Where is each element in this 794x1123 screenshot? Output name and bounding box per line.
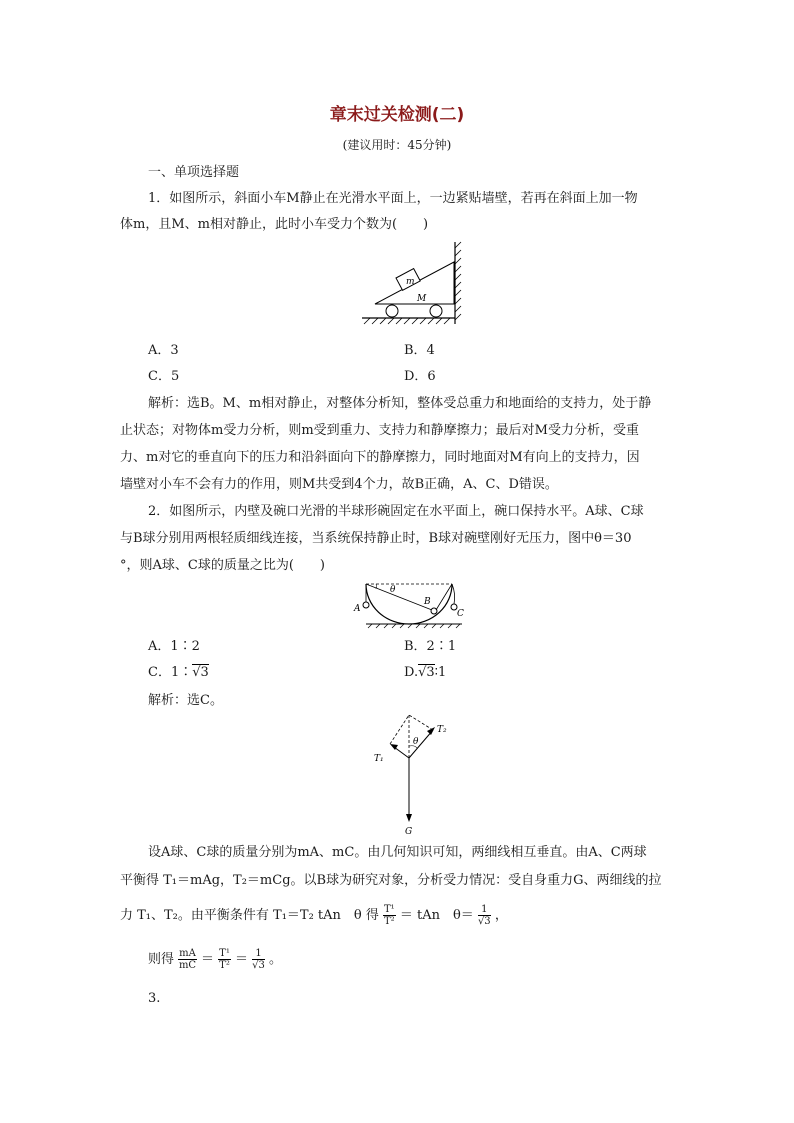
fraction-t1-t2-result: $\frac{\text{T¹}}{\text{T²}}$	[219, 948, 230, 971]
q1-line-2: 体m，且M、m相对静止，此时小车受力个数为( )	[120, 217, 429, 232]
q2-force-diagram	[370, 712, 460, 836]
page-title: 章末过关检测(二)	[329, 105, 465, 125]
q2-fig-label-a: A	[354, 604, 361, 614]
q1-analysis-line-4: 墙壁对小车不会有力的作用，则M共受到4个力，故B正确，A、C、D错误。	[120, 477, 558, 492]
q2-option-c: C．1∶√3	[148, 665, 209, 680]
q2-fig-label-b: B	[424, 597, 431, 607]
q2-solution-line-3: 力 T₁、T₂。由平衡条件有 T₁＝T₂ tAn θ 得 $\frac{\text{T¹}}{\text{T²}}$ ＝ tAn θ＝ $\frac{1}{√3}$ ，	[120, 904, 508, 927]
q2-line-2: 与B球分别用两根轻质细线连接，当系统保持静止时，B球对碗壁刚好无压力，图中θ＝30	[120, 531, 632, 546]
q2-solution-line-4: 则得 $\frac{mA}{mC}$ ＝ $\frac{\text{T¹}}{\text{T²}}$ ＝ $\frac{1}{√3}$ 。	[148, 948, 283, 971]
q1-option-c: C．5	[148, 369, 180, 384]
q2-line-1: 2．如图所示，内壁及碗口光滑的半球形碗固定在水平面上，碗口保持水平。A球、C球	[148, 504, 644, 519]
q2-option-b: B．2∶1	[404, 639, 457, 654]
q1-analysis-line-3: 力、m对它的垂直向下的压力和沿斜面向下的静摩擦力，同时地面对M有向上的支持力，因	[120, 450, 640, 465]
q1-analysis-line-1: 解析：选B。M、m相对静止，对整体分析知，整体受总重力和地面给的支持力，处于静	[148, 396, 652, 411]
fraction-1-sqrt3-result: $\frac{1}{√3}$	[252, 948, 265, 971]
section-heading: 一、单项选择题	[148, 165, 240, 180]
q2-fig-label-c: C	[457, 609, 464, 619]
q2-force-label-theta: θ	[413, 737, 419, 747]
page-subtitle: (建议用时：45分钟)	[342, 138, 452, 152]
q2-force-label-t1: T₁	[374, 754, 384, 764]
q2-line-3: °，则A球、C球的质量之比为( )	[120, 558, 325, 573]
fraction-1-sqrt3: $\frac{1}{√3}$	[477, 904, 491, 927]
q1-analysis-line-2: 止状态；对物体m受力分析，则m受到重力、支持力和静摩擦力；最后对M受力分析，受重	[120, 423, 639, 438]
q1-line-1: 1．如图所示，斜面小车M静止在光滑水平面上，一边紧贴墙壁，若再在斜面上加一物	[148, 191, 638, 206]
q1-option-a: A．3	[148, 343, 179, 358]
q2-solution-line-2: 平衡得 T₁＝mAg，T₂＝mCg。以B球为研究对象，分析受力情况：受自身重力G、两细线的拉	[120, 873, 662, 888]
q2-analysis-start: 解析：选C。	[148, 693, 223, 708]
q2-solution-line-1: 设A球、C球的质量分别为mA、mC。由几何知识可知，两细线相互垂直。由A、C两球	[148, 845, 647, 860]
q1-option-b: B．4	[404, 343, 435, 358]
fraction-t1-t2: $\frac{\text{T¹}}{\text{T²}}$	[384, 904, 395, 927]
q2-figure-bowl	[352, 580, 472, 630]
q1-option-d: D．6	[404, 369, 436, 384]
q1-fig-label-M: M	[417, 294, 427, 304]
q2-option-a: A．1∶2	[148, 639, 200, 654]
q3-label: 3.	[148, 991, 161, 1006]
q2-force-label-g: G	[405, 827, 413, 837]
q1-fig-label-m: m	[406, 277, 415, 287]
fraction-ma-mc: $\frac{mA}{mC}$	[178, 948, 197, 971]
q2-fig-label-theta: θ	[390, 585, 396, 595]
q2-option-d: D.√3∶1	[404, 665, 447, 680]
q1-figure-incline-cart	[360, 242, 470, 332]
q2-force-label-t2: T₂	[437, 725, 447, 735]
